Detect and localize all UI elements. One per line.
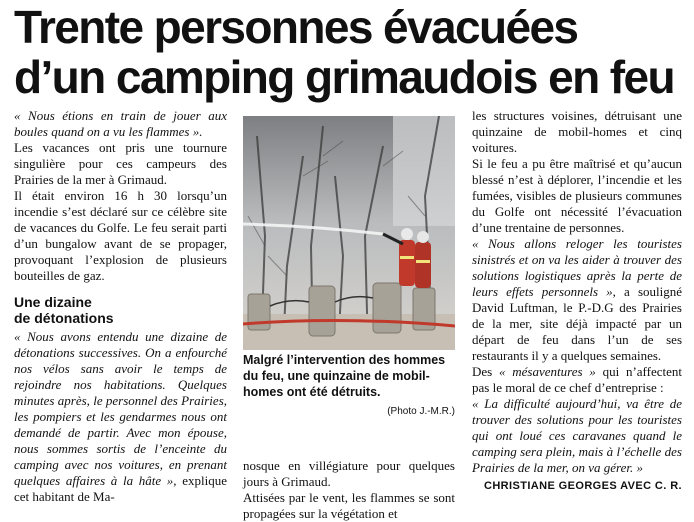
photo-credit: (Photo J.-M.R.) bbox=[387, 406, 455, 417]
paragraph: nosque en villégiature pour quelques jours à Grimaud. bbox=[243, 458, 455, 489]
article-column-2 bbox=[243, 458, 455, 522]
byline: CHRISTIANE GEORGES AVEC C. R. bbox=[483, 480, 682, 492]
paragraph bbox=[14, 329, 227, 505]
paragraph: Attisées par le vent, les flammes se sont propagées sur la végétation et bbox=[243, 490, 455, 521]
subheading-line-1: Une dizaine bbox=[14, 294, 92, 310]
witness-quote: « Nous avons entendu une dizaine de détonations successives. On a enfourché nos vélos sans avoir le temps de rejoindre nos habitations. Quelques minutes après, le personnel des Prairies, les pompiers et les gendarmes nous ont demandé de partir. Avec mon épouse, nous sommes sortis de l’enceinte du camping avec nos voitures, en prenant quelques affaires à la hâte », bbox=[14, 329, 227, 488]
paragraph: Il était environ 16 h 30 lorsqu’un incendie s’est déclaré sur ce célèbre site de vacances du Golfe. Le feu serait parti d’un bungalow avant de se propager, provoquant l’explosion de plusieurs bouteilles de gaz. bbox=[14, 188, 227, 283]
headline-line-1: Trente personnes évacuées bbox=[14, 1, 578, 53]
paragraph-tail: explique cet habitant de Ma- bbox=[14, 473, 227, 504]
paragraph bbox=[472, 396, 682, 476]
paragraph-end: qui n’affectent pas le moral de ce chef d’entreprise : bbox=[472, 364, 682, 395]
paragraph: Les vacances ont pris une tournure singulière pour ces campeurs des Prairies de la mer à Grimaud. bbox=[14, 140, 227, 187]
fire-photo bbox=[243, 116, 455, 350]
paragraph-tail: , a souligné David Luftman, le P.-D.G des Prairies de la mer, site déjà impacté par un départ de feu dans l’un de ses restaurants il y a quelques semaines. bbox=[472, 284, 683, 363]
paragraph bbox=[472, 236, 682, 364]
article-column-1 bbox=[14, 108, 227, 505]
paragraph: Si le feu a pu être maîtrisé et qu’aucun blessé n’est à déplorer, l’incendie et les fumées, visibles de plusieurs communes du Golfe ont nécessité l’évacuation d’une trentaine de personnes. bbox=[472, 156, 682, 235]
paragraph bbox=[472, 364, 682, 396]
ceo-quote: « Nous allons reloger les touristes sinistrés et on va les aider à trouver des solutions logistiques après la perte de leurs effets personnels » bbox=[472, 236, 682, 299]
article-column-3 bbox=[472, 108, 682, 494]
paragraph: les structures voisines, détruisant une quinzaine de mobil-homes et cinq voitures. bbox=[472, 108, 682, 155]
subheading bbox=[14, 294, 227, 326]
subheading-line-2: de détonations bbox=[14, 310, 114, 326]
closing-quote: « La difficulté aujourd’hui, va être de trouver des solutions pour les touristes qui ont loué ces caravanes quand le camping sera plein, mais à l’échelle des Prairies de la mer, on va gérer. » bbox=[472, 396, 682, 475]
headline bbox=[14, 2, 686, 102]
opening-quote: « Nous étions en train de jouer aux boules quand on a vu les flammes ». bbox=[14, 108, 227, 139]
headline-line-2: d’un camping grimaudois en feu bbox=[14, 51, 674, 103]
photo-caption: Malgré l’intervention des hommes du feu, une quinzaine de mobil-homes ont été détruits. bbox=[243, 353, 446, 399]
inline-quote: « mésaventures » bbox=[498, 364, 596, 379]
paragraph-start: Des bbox=[472, 364, 499, 379]
firefighters-image bbox=[243, 116, 455, 350]
